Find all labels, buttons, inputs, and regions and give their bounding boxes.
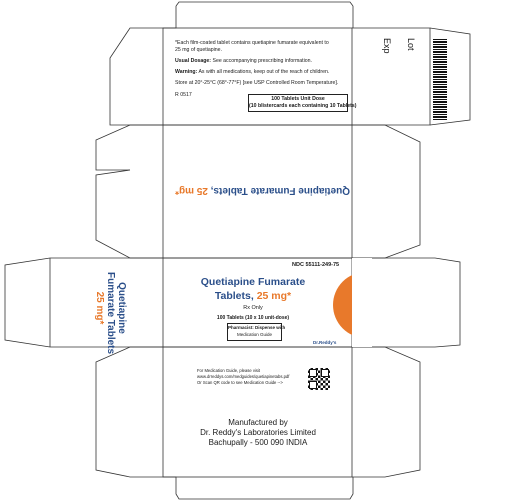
mfr-line2: Dr. Reddy's Laboratories Limited: [200, 428, 316, 437]
ndc-number: NDC 55111-249-75: [292, 262, 340, 268]
warning-text: As with all medications, keep out of the reach of children.: [198, 69, 330, 75]
warning: [175, 68, 329, 76]
mfr-line1: Manufactured by: [228, 418, 288, 427]
usual-dosage-label: Usual Dosage:: [175, 58, 212, 64]
exp-label: Exp: [382, 38, 392, 54]
pharmacist-line2: Medication Guide: [236, 332, 273, 337]
front-name-line1: Quetiapine Fumarate: [200, 276, 306, 288]
front-strength: 25 mg*: [256, 290, 292, 302]
pharmacist-box: [227, 323, 286, 341]
side-panel-text: [94, 272, 127, 355]
front-name-line2: Tablets,: [214, 290, 254, 302]
upside-strength: 25 mg*: [175, 185, 208, 196]
semicircle-mask: [352, 258, 372, 347]
guide-line3: Or Scan QR code to see Medication Guide -->: [197, 380, 283, 385]
rx-only: Rx Only: [243, 305, 263, 311]
barcode: [433, 38, 447, 120]
revision-code: R 0517: [175, 92, 192, 98]
side-line2: Fumarate Tablets: [105, 272, 116, 355]
front-count: 100 Tablets (10 x 10 unit-dose): [216, 315, 290, 321]
guide-line2: www.drreddys.com/medguides/quetiapinetabs.pdf: [197, 374, 290, 379]
usual-dosage-text: See accompanying prescribing information.: [212, 58, 312, 64]
upside-product-name: [175, 185, 350, 196]
count-line2: (10 blistercards each containing 10 Tablets): [249, 103, 357, 109]
count-box: [248, 94, 357, 112]
lot-label: Lot: [406, 38, 416, 51]
tablet-content-line2: 25 mg of quetiapine.: [175, 47, 223, 53]
qr-code-icon: [308, 368, 330, 390]
upside-name: Quetiapine Fumarate Tablets,: [210, 185, 350, 196]
front-name-line2-wrap: [193, 290, 313, 302]
side-line1: Quetiapine: [116, 282, 127, 334]
guide-line1: For Medication Guide, please visit: [197, 368, 261, 373]
pharmacist-line1: Pharmacist: Dispense with: [228, 325, 286, 330]
warning-label: Warning:: [175, 69, 198, 75]
company-logo: Dr.Reddy's: [313, 340, 337, 345]
tablet-content-line1: *Each film-coated tablet contains quetiapine fumarate equivalent to: [175, 40, 329, 46]
usual-dosage: [175, 57, 312, 65]
side-strength: 25 mg*: [94, 291, 105, 325]
storage-text: Store at 20°-25°C (68°-77°F) [see USP Controlled Room Temperature].: [175, 80, 339, 86]
mfr-line3: Bachupally - 500 090 INDIA: [208, 438, 308, 447]
count-line1: 100 Tablets Unit Dose: [271, 96, 325, 102]
